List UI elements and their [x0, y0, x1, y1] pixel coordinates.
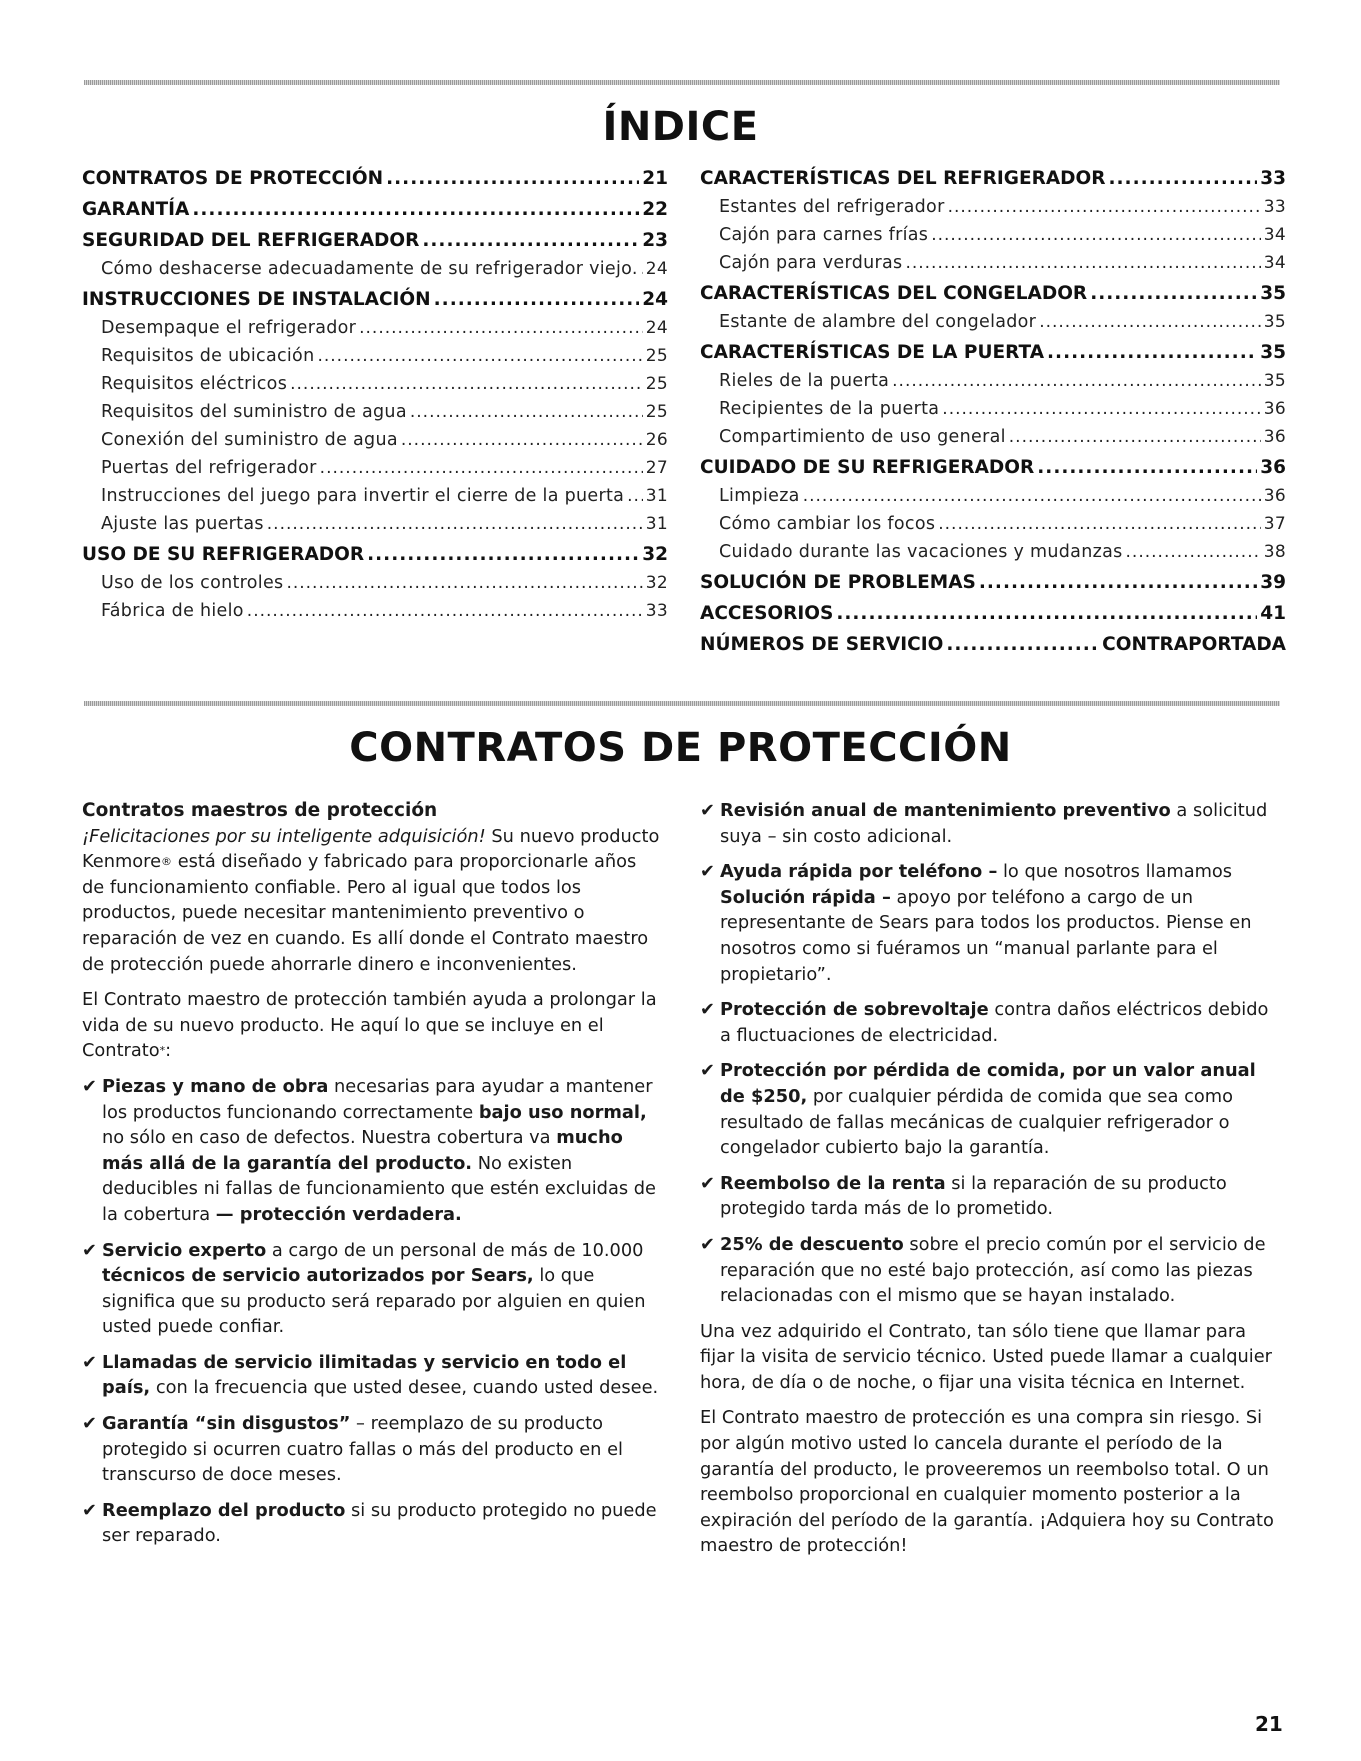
- benefit-bold-text: Solución rápida –: [720, 886, 891, 908]
- toc-entry-page: 33: [645, 601, 668, 621]
- toc-dot-leader: [979, 569, 1257, 597]
- toc-dot-leader: [905, 249, 1260, 277]
- toc-entry-label: USO DE SU REFRIGERADOR: [82, 544, 365, 565]
- checkmark-icon: ✔: [700, 999, 715, 1021]
- contract-includes-paragraph: [82, 987, 664, 1064]
- toc-entry-page: 24: [645, 259, 668, 279]
- toc-entry-label: SOLUCIÓN DE PROBLEMAS: [700, 572, 976, 593]
- toc-entry-page: 23: [642, 230, 668, 251]
- toc-entry-page: 35: [1260, 283, 1286, 304]
- toc-entry: [700, 395, 1286, 423]
- benefit-text: sobre el precio común por el servicio de reparación que no esté bajo protección, así como las piezas relacionadas con el mismo que se hayan instalado.: [720, 1233, 1266, 1307]
- toc-entry: [700, 165, 1286, 193]
- checkmark-icon: ✔: [82, 1075, 97, 1097]
- contract-call-paragraph: Una vez adquirido el Contrato, tan sólo tiene que llamar para fijar la visita de servicio técnico. Usted puede llamar a cualquier hora, de día o de noche, o fijar una visita técnica en Internet.: [700, 1320, 1272, 1393]
- benefit-item: [82, 1238, 664, 1340]
- toc-dot-leader: [410, 398, 643, 426]
- toc-entry-label: Compartimiento de uso general: [719, 427, 1006, 447]
- benefit-item: [700, 859, 1282, 987]
- toc-entry-label: Estante de alambre del congelador: [719, 312, 1037, 332]
- toc-entry: [700, 367, 1286, 395]
- benefit-item: [82, 1350, 664, 1401]
- toc-entry-page: 38: [1263, 542, 1286, 562]
- toc-entry-label: Cuidado durante las vacaciones y mudanzas: [719, 542, 1123, 562]
- checkmark-icon: ✔: [82, 1413, 97, 1435]
- benefit-bold-text: Llamadas de servicio ilimitadas y servicio en todo el país,: [102, 1351, 627, 1399]
- toc-entry-label: ACCESORIOS: [700, 603, 834, 624]
- benefit-text: apoyo por teléfono a cargo de un representante de Sears para todos los productos. Piense en nosotros como si fuéramos un “manual parlante para el propietario”.: [720, 886, 1252, 985]
- benefit-bold-text: Revisión anual de mantenimiento preventivo: [720, 800, 1171, 821]
- toc-entry-page: 24: [642, 289, 668, 310]
- toc-dot-leader: [422, 227, 639, 255]
- toc-entry: [82, 227, 668, 255]
- toc-entry-label: Limpieza: [719, 486, 800, 506]
- benefit-text: si su producto protegido no puede ser reparado.: [102, 1499, 657, 1547]
- toc-entry-label: Ajuste las puertas: [101, 514, 264, 534]
- toc-entry-page: 25: [645, 374, 668, 394]
- benefit-bold-text: — protección verdadera.: [215, 1203, 462, 1225]
- middle-divider: [84, 701, 1280, 706]
- toc-dot-leader: [267, 510, 643, 538]
- toc-dot-leader: [942, 395, 1260, 423]
- toc-entry: [82, 398, 668, 426]
- toc-entry-label: Conexión del suministro de agua: [101, 430, 398, 450]
- benefit-item: [700, 1171, 1282, 1222]
- benefit-text: No existen deducibles ni fallas de funcionamiento que estén excluidas de la cobertura: [102, 1152, 656, 1225]
- toc-entry-label: Estantes del refrigerador: [719, 197, 945, 217]
- toc-entry: [700, 600, 1286, 628]
- benefit-item: [700, 798, 1282, 849]
- toc-entry-label: Puertas del refrigerador: [101, 458, 317, 478]
- toc-entry: [82, 370, 668, 398]
- toc-dot-leader: [1039, 308, 1261, 336]
- toc-entry: [82, 286, 668, 314]
- toc-entry: [82, 255, 668, 283]
- toc-entry-label: Cómo deshacerse adecuadamente de su refrigerador viejo.: [101, 259, 638, 279]
- intro-text: Su nuevo producto Kenmore: [82, 825, 660, 873]
- toc-dot-leader: [931, 221, 1261, 249]
- benefit-bold-text: Garantía “sin disgustos”: [102, 1413, 351, 1435]
- index-title: ÍNDICE: [602, 104, 759, 150]
- benefit-bold-text: técnicos de servicio autorizados por Sears,: [102, 1265, 534, 1287]
- benefit-text: si la reparación de su producto protegido tarda más de lo prometido.: [720, 1172, 1227, 1220]
- benefit-text: con la frecuencia que usted desee, cuando usted desee.: [150, 1377, 659, 1399]
- toc-dot-leader: [1109, 165, 1258, 193]
- toc-entry-label: Desempaque el refrigerador: [101, 318, 357, 338]
- toc-entry: [700, 280, 1286, 308]
- benefit-bold-text: Reembolso de la renta: [720, 1172, 946, 1194]
- toc-dot-leader: [401, 426, 643, 454]
- benefit-text: lo que nosotros llamamos: [997, 861, 1233, 883]
- left-benefits-list: [82, 1074, 664, 1549]
- benefit-bold-text: Ayuda rápida por teléfono –: [720, 861, 998, 883]
- toc-entry: [700, 221, 1286, 249]
- toc-entry-label: CONTRATOS DE PROTECCIÓN: [82, 168, 384, 189]
- section-subheading: Contratos maestros de protección: [82, 800, 438, 821]
- benefit-item: [82, 1411, 664, 1488]
- benefit-item: [700, 1058, 1282, 1160]
- toc-entry: [700, 249, 1286, 277]
- toc-dot-leader: [641, 255, 643, 283]
- toc-entry-page: 26: [645, 430, 668, 450]
- toc-dot-leader: [290, 370, 643, 398]
- para-text: El Contrato maestro de protección también ayuda a prolongar la vida de su nuevo producto. He aquí lo que se incluye en el Contrato: [82, 989, 657, 1062]
- toc-dot-leader: [367, 541, 639, 569]
- toc-dot-leader: [836, 600, 1257, 628]
- toc-entry-label: Uso de los controles: [101, 573, 284, 593]
- right-benefits-list: [700, 798, 1282, 1309]
- toc-entry-page: 25: [645, 346, 668, 366]
- toc-entry-page: 34: [1263, 225, 1286, 245]
- left-text-column: [82, 798, 664, 1559]
- toc-entry-page: 39: [1260, 572, 1286, 593]
- toc-entry-page: 31: [645, 514, 668, 534]
- toc-dot-leader: [317, 342, 642, 370]
- toc-entry: [82, 482, 668, 510]
- toc-entry-label: Fábrica de hielo: [101, 601, 244, 621]
- benefit-item: [82, 1498, 664, 1549]
- toc-entry-page: 41: [1260, 603, 1286, 624]
- registered-mark: ®: [161, 855, 173, 869]
- toc-dot-leader: [1047, 339, 1257, 367]
- right-text-column: [700, 798, 1282, 1569]
- toc-entry-label: NÚMEROS DE SERVICIO: [700, 634, 944, 655]
- benefit-bold-text: bajo uso normal,: [478, 1101, 647, 1123]
- toc-entry: [82, 426, 668, 454]
- benefit-text: – reemplazo de su producto protegido si ocurren cuatro fallas o más del producto en el transcurso de doce meses.: [102, 1413, 623, 1486]
- toc-entry-label: Recipientes de la puerta: [719, 399, 940, 419]
- toc-entry: [82, 510, 668, 538]
- toc-entry: [82, 342, 668, 370]
- toc-entry-label: Requisitos del suministro de agua: [101, 402, 407, 422]
- toc-entry: [82, 597, 668, 625]
- toc-dot-leader: [1037, 454, 1257, 482]
- toc-entry-page: 33: [1260, 168, 1286, 189]
- toc-dot-leader: [1090, 280, 1257, 308]
- toc-dot-leader: [627, 482, 643, 510]
- checkmark-icon: ✔: [82, 1351, 97, 1373]
- toc-entry-label: Instrucciones del juego para invertir el cierre de la puerta: [101, 486, 625, 506]
- toc-entry: [700, 569, 1286, 597]
- toc-entry: [700, 454, 1286, 482]
- top-divider: [84, 80, 1280, 85]
- benefit-bold-text: Protección por pérdida de comida, por un valor anual de $250,: [720, 1060, 1256, 1107]
- toc-dot-leader: [938, 510, 1261, 538]
- toc-entry: [82, 165, 668, 193]
- toc-entry: [700, 538, 1286, 566]
- toc-entry-label: CUIDADO DE SU REFRIGERADOR: [700, 457, 1035, 478]
- toc-entry-page: 32: [645, 573, 668, 593]
- toc-entry: [82, 569, 668, 597]
- toc-dot-leader: [247, 597, 643, 625]
- benefit-bold-text: Servicio experto: [102, 1239, 267, 1261]
- page-number: 21: [1255, 1712, 1283, 1736]
- toc-entry-page: 27: [645, 458, 668, 478]
- toc-entry-label: Requisitos de ubicación: [101, 346, 315, 366]
- benefit-item: [700, 1232, 1282, 1309]
- toc-dot-leader: [386, 165, 639, 193]
- toc-entry: [700, 482, 1286, 510]
- benefit-text: contra daños eléctricos debido a fluctuaciones de electricidad.: [720, 999, 1269, 1046]
- toc-entry-label: GARANTÍA: [82, 199, 190, 220]
- toc-dot-leader: [892, 367, 1261, 395]
- intro-text-cont: está diseñado y fabricado para proporcionarle años de funcionamiento confiable. Pero al igual que todos los productos, puede necesitar mantenimiento preventivo o reparación de vez en cuando. Es allí donde el Contrato maestro de protección puede ahorrarle dinero e inconvenientes.: [82, 851, 649, 975]
- toc-entry-page: 36: [1263, 427, 1286, 447]
- toc-dot-leader: [286, 569, 642, 597]
- checkmark-icon: ✔: [700, 1172, 715, 1194]
- toc-entry-label: Cajón para verduras: [719, 253, 903, 273]
- toc-dot-leader: [320, 454, 643, 482]
- checkmark-icon: ✔: [700, 1233, 715, 1255]
- toc-entry-label: Cajón para carnes frías: [719, 225, 929, 245]
- benefit-text: a solicitud suya – sin costo adicional.: [720, 800, 1268, 847]
- benefit-item: [700, 997, 1282, 1048]
- toc-entry-page: 37: [1263, 514, 1286, 534]
- benefit-text: necesarias para ayudar a mantener los productos funcionando correctamente: [102, 1075, 653, 1123]
- intro-italic: ¡Felicitaciones por su inteligente adquisición!: [82, 825, 486, 847]
- benefit-text: a cargo de un personal de más de 10.000: [266, 1239, 644, 1261]
- benefit-text: no sólo en caso de defectos. Nuestra cobertura va: [102, 1127, 557, 1149]
- toc-entry-page: 24: [645, 318, 668, 338]
- toc-entry-page: 35: [1263, 312, 1286, 332]
- toc-entry: [82, 196, 668, 224]
- toc-entry-page: 36: [1263, 399, 1286, 419]
- benefit-bold-text: 25% de descuento: [720, 1233, 904, 1255]
- toc-entry-label: Cómo cambiar los focos: [719, 514, 936, 534]
- toc-dot-leader: [948, 193, 1261, 221]
- toc-entry: [700, 193, 1286, 221]
- checkmark-icon: ✔: [700, 1060, 715, 1082]
- benefit-bold-text: Reemplazo del producto: [102, 1499, 346, 1521]
- toc-entry: [700, 423, 1286, 451]
- benefit-bold-text: Piezas y mano de obra: [102, 1075, 329, 1097]
- toc-entry-page: CONTRAPORTADA: [1102, 634, 1286, 655]
- toc-entry-page: 35: [1260, 342, 1286, 363]
- para-end: :: [165, 1040, 172, 1062]
- checkmark-icon: ✔: [82, 1499, 97, 1521]
- checkmark-icon: ✔: [82, 1239, 97, 1261]
- toc-entry: [82, 541, 668, 569]
- toc-entry-label: CARACTERÍSTICAS DEL CONGELADOR: [700, 283, 1088, 304]
- toc-dot-leader: [803, 482, 1261, 510]
- toc-entry-page: 36: [1263, 486, 1286, 506]
- toc-entry-page: 31: [645, 486, 668, 506]
- toc-dot-leader: [192, 196, 639, 224]
- checkmark-icon: ✔: [700, 861, 715, 883]
- toc-entry-label: INSTRUCCIONES DE INSTALACIÓN: [82, 289, 431, 310]
- toc-right-column: [700, 162, 1286, 659]
- toc-entry-page: 35: [1263, 371, 1286, 391]
- toc-entry-page: 36: [1260, 457, 1286, 478]
- toc-entry: [82, 314, 668, 342]
- checkmark-icon: ✔: [700, 800, 715, 821]
- benefit-text: por cualquier pérdida de comida que sea como resultado de fallas mecánicas de cualquier refrigerador o congelador cubierto bajo la garantía.: [720, 1085, 1233, 1159]
- toc-dot-leader: [1009, 423, 1261, 451]
- toc-entry-page: 32: [642, 544, 668, 565]
- toc-entry: [700, 308, 1286, 336]
- toc-dot-leader: [359, 314, 643, 342]
- toc-entry: [700, 631, 1286, 659]
- toc-entry-label: SEGURIDAD DEL REFRIGERADOR: [82, 230, 420, 251]
- toc-entry-page: 34: [1263, 253, 1286, 273]
- contracts-title: CONTRATOS DE PROTECCIÓN: [349, 725, 1012, 771]
- toc-entry-label: CARACTERÍSTICAS DE LA PUERTA: [700, 342, 1045, 363]
- toc-entry: [82, 454, 668, 482]
- benefit-item: [82, 1074, 664, 1228]
- toc-entry: [700, 510, 1286, 538]
- toc-dot-leader: [434, 286, 640, 314]
- benefit-bold-text: mucho más allá de la garantía del producto.: [102, 1127, 623, 1174]
- risk-free-paragraph: El Contrato maestro de protección es una compra sin riesgo. Si por algún motivo usted lo cancela durante el período de la garantía del producto, le proveeremos un reembolso total. O un reembolso proporcional en cualquier momento posterior a la expiración del período de la garantía. ¡Adquiera hoy su Contrato maestro de protección!: [700, 1407, 1274, 1557]
- toc-dot-leader: [946, 631, 1099, 659]
- benefit-bold-text: Protección de sobrevoltaje: [720, 999, 989, 1021]
- toc-entry-label: Rieles de la puerta: [719, 371, 890, 391]
- toc-dot-leader: [1126, 538, 1261, 566]
- toc-left-column: [82, 162, 668, 625]
- toc-entry-page: 33: [1263, 197, 1286, 217]
- toc-entry-label: Requisitos eléctricos: [101, 374, 288, 394]
- toc-entry-page: 21: [642, 168, 668, 189]
- toc-entry-label: CARACTERÍSTICAS DEL REFRIGERADOR: [700, 168, 1106, 189]
- asterisk-mark: *: [159, 1044, 166, 1058]
- toc-entry-page: 22: [642, 199, 668, 220]
- benefit-text: lo que significa que su producto será reparado por alguien en quien usted puede confiar.: [102, 1265, 646, 1338]
- toc-entry: [700, 339, 1286, 367]
- intro-paragraph: [82, 824, 664, 978]
- toc-entry-page: 25: [645, 402, 668, 422]
